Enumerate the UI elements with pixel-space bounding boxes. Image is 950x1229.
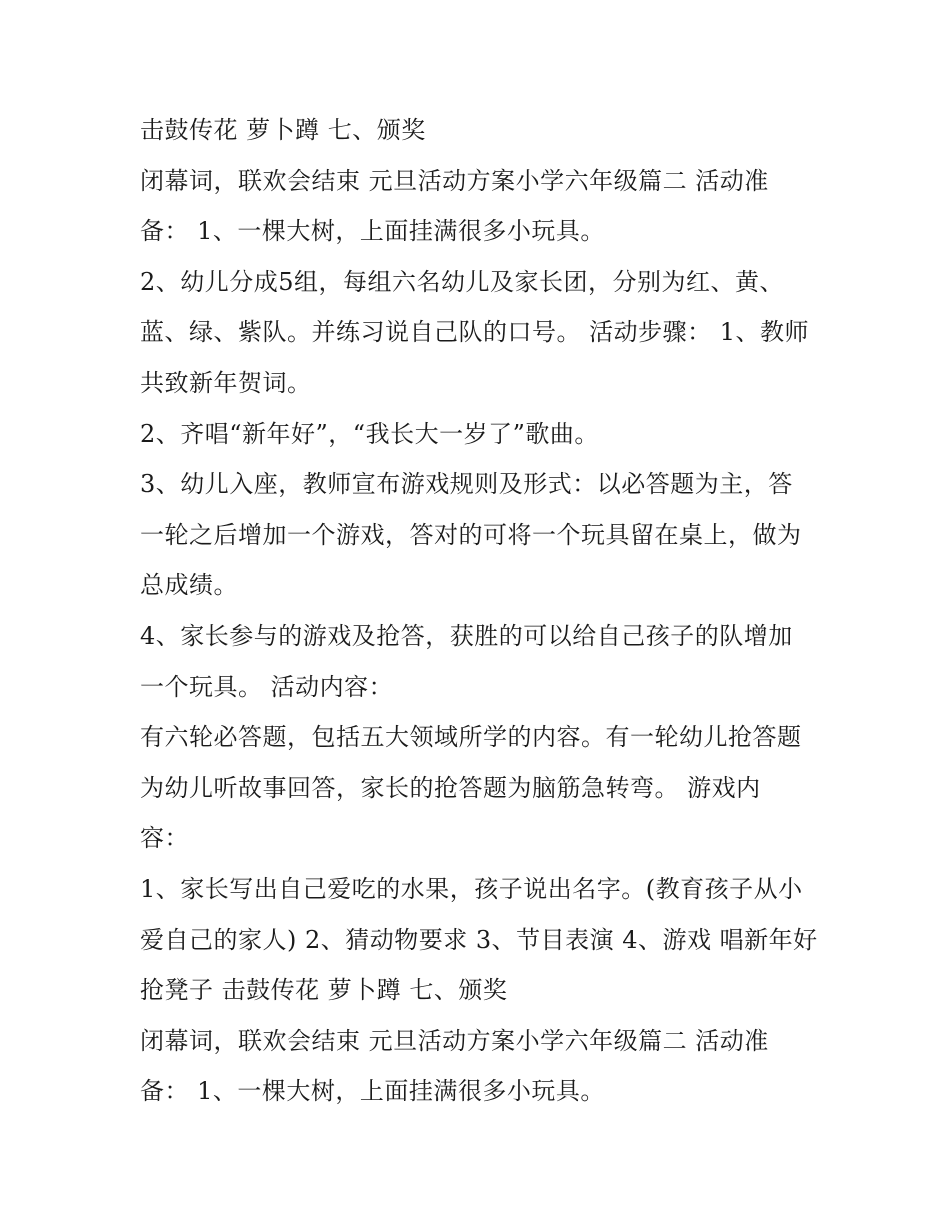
text-line: 有六轮必答题，包括五大领域所学的内容。有一轮幼儿抢答题 [140, 723, 802, 752]
text-line: 为幼儿听故事回答，家长的抢答题为脑筋急转弯。 游戏内 [140, 773, 761, 802]
text-line: 一轮之后增加一个游戏，答对的可将一个玩具留在桌上，做为 [140, 520, 802, 549]
text-line: 4、家长参与的游戏及抢答，获胜的可以给自己孩子的队增加 [140, 621, 793, 650]
text-line: 爱自己的家人) 2、猜动物要求 3、节目表演 4、游戏 唱新年好 [140, 925, 818, 954]
text-line: 共致新年贺词。 [140, 368, 312, 397]
document-body [140, 105, 820, 1117]
text-line: 1、家长写出自己爱吃的水果，孩子说出名字。(教育孩子从小 [140, 874, 803, 903]
text-line: 2、齐唱“新年好”，“我长大一岁了”歌曲。 [140, 419, 599, 448]
text-line: 击鼓传花 萝卜蹲 七、颁奖 [140, 116, 426, 144]
text-line: 抢凳子 击鼓传花 萝卜蹲 七、颁奖 [140, 976, 508, 1005]
text-line: 容： [140, 824, 189, 853]
text-line: 闭幕词，联欢会结束 元旦活动方案小学六年级篇二 活动准 [140, 1026, 769, 1055]
text-line: 一个玩具。 活动内容： [140, 672, 394, 701]
text-line: 备： 1、一棵大树，上面挂满很多小玩具。 [140, 1077, 605, 1106]
text-line: 2、幼儿分成5组，每组六名幼儿及家长团，分别为红、黄、 [140, 267, 785, 296]
text-line: 蓝、绿、紫队。并练习说自己队的口号。 活动步骤： 1、教师 [140, 318, 810, 347]
text-line: 备： 1、一棵大树，上面挂满很多小玩具。 [140, 217, 605, 246]
text-line: 闭幕词，联欢会结束 元旦活动方案小学六年级篇二 活动准 [140, 166, 769, 195]
text-line: 总成绩。 [140, 571, 238, 600]
text-line: 3、幼儿入座，教师宣布游戏规则及形式：以必答题为主，答 [140, 470, 793, 499]
